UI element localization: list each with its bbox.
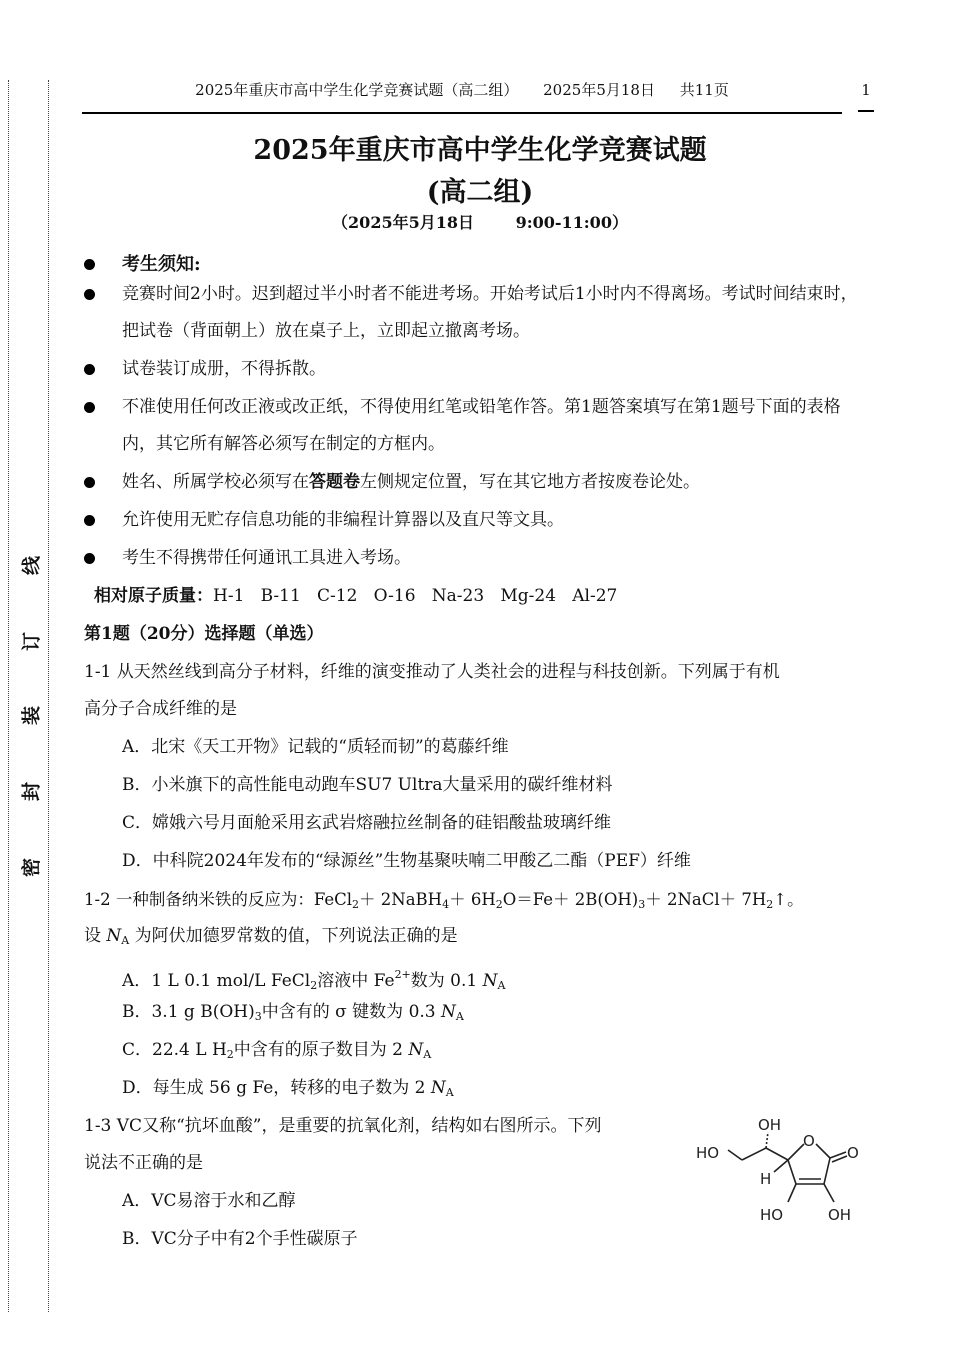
atomic-mass: Mg-24 <box>500 586 557 606</box>
avogadro-symbol: N <box>441 1002 456 1022</box>
atomic-mass: H-1 <box>213 586 245 606</box>
notice-item-text: 允许使用无贮存信息功能的非编程计算器以及直尺等文具。 <box>122 510 564 530</box>
atomic-mass: O-16 <box>373 586 416 606</box>
bond-line <box>788 1160 796 1184</box>
superscript: 2+ <box>394 968 411 981</box>
notice-item-text: 不准使用任何改正液或改正纸，不得使用红笔或铅笔作答。第1题答案填写在第1题号下面的表格内，其它所有解答必须写在制定的方框内。 <box>122 397 841 454</box>
atomic-masses-label: 相对原子质量： <box>94 586 213 606</box>
q1-1-option-d: D．中科院2024年发布的“绿源丝”生物基聚呋喃二甲酸乙二酯（PEF）纤维 <box>122 851 691 871</box>
binding-margin-line <box>48 80 49 1312</box>
label-carbonyl-oxygen: O <box>847 1144 859 1162</box>
page-number: 1 <box>858 78 874 112</box>
bullet-icon <box>84 402 95 413</box>
q1-2-option-b <box>122 994 922 1035</box>
notice-item <box>82 540 882 577</box>
q1-3-stem-cont: 说法不正确的是 <box>84 1153 203 1173</box>
notice-item <box>82 464 882 501</box>
subscript: A <box>121 934 130 947</box>
q1-2-stem-text: O＝Fe＋ 2B(OH) <box>502 890 639 909</box>
q1-2-text: 设 <box>84 926 101 946</box>
bullet-icon <box>84 477 95 488</box>
label-h: H <box>760 1170 772 1188</box>
notice-item-prefix: 姓名、所属学校必须写在 <box>122 472 309 492</box>
atomic-mass: Al-27 <box>572 586 618 606</box>
option-text: B．3.1 g B(OH) <box>122 1002 255 1022</box>
q1-1-option-b: B．小米旗下的高性能电动跑车SU7 Ultra大量采用的碳纤维材料 <box>122 775 613 795</box>
atomic-mass: B-11 <box>260 586 301 606</box>
q1-3-option-a: A．VC易溶于水和乙醇 <box>122 1191 296 1211</box>
atomic-masses <box>94 578 894 615</box>
subscript: 3 <box>254 1010 262 1023</box>
answer-sheet-term: 答题卷 <box>309 472 360 492</box>
q1-2-stem-text: ＋ 2NaCl＋ 7H <box>645 890 767 909</box>
avogadro-symbol: N <box>482 971 498 991</box>
q1-1-stem: 1-1 从天然丝线到高分子材料，纤维的演变推动了人类社会的进程与科技创新。下列属于有机 <box>84 662 780 682</box>
q1-2-stem-text: ＋ 6H <box>449 890 496 909</box>
q1-3-stem: 1-3 VC又称“抗坏血酸”，是重要的抗氧化剂，结构如右图所示。下列 <box>84 1116 602 1136</box>
q1-2-stem-cont <box>84 918 884 959</box>
notice-heading: 考生须知: <box>122 254 201 275</box>
subscript: 2 <box>766 898 774 911</box>
label-ho-left: HO <box>696 1144 720 1162</box>
subscript: 4 <box>442 898 450 911</box>
q1-2-stem-text: ＋ 2NaBH <box>359 890 443 909</box>
option-text: 中含有的原子数目为 2 <box>233 1040 404 1060</box>
exam-datetime <box>80 210 880 233</box>
bond-line <box>766 1148 788 1160</box>
notice-item <box>82 276 872 350</box>
avogadro-symbol: N <box>408 1040 424 1060</box>
notice-item <box>82 502 882 539</box>
atomic-mass: C-12 <box>317 586 358 606</box>
q1-3-option-b: B．VC分子中有2个手性碳原子 <box>122 1229 358 1249</box>
subscript: 2 <box>310 979 318 992</box>
subscript: A <box>445 1086 454 1099</box>
bullet-icon <box>84 364 95 375</box>
binding-char: 订 <box>20 632 43 652</box>
bond-line <box>774 1160 788 1172</box>
bond-line <box>824 1158 830 1184</box>
label-oh-top: OH <box>758 1116 782 1134</box>
bullet-icon <box>84 515 95 526</box>
option-text: 溶液中 Fe <box>317 971 395 991</box>
q1-2-stem-text: 1-2 一种制备纳米铁的反应为：FeCl <box>84 890 353 909</box>
header-exam-name: 2025年重庆市高中学生化学竞赛试题（高二组） <box>195 81 519 99</box>
notice-item-suffix: 左侧规定位置，写在其它地方者按废卷论处。 <box>360 472 700 492</box>
q1-2-option-d <box>122 1070 922 1111</box>
notice-item-text: 试卷装订成册，不得拆散。 <box>122 359 326 379</box>
bond-line <box>728 1150 742 1160</box>
subscript: 3 <box>638 898 646 911</box>
q1-1-stem-cont: 高分子合成纤维的是 <box>84 699 237 719</box>
header-page-count: 共11页 <box>679 81 729 99</box>
avogadro-symbol: N <box>106 926 122 946</box>
notice-item-text: 考生不得携带任何通讯工具进入考场。 <box>122 548 411 568</box>
avogadro-symbol: N <box>430 1078 446 1098</box>
exam-group: (高二组) <box>426 177 534 208</box>
bond-line <box>816 1144 830 1158</box>
option-text: 中含有的 σ 键数为 0.3 <box>261 1002 436 1022</box>
binding-margin-outer-line <box>8 80 9 1312</box>
bullet-icon <box>84 553 95 564</box>
bond-line <box>788 1144 804 1160</box>
subscript: 2 <box>352 898 360 911</box>
vitamin-c-structure <box>690 1112 875 1227</box>
binding-char: 封 <box>20 782 43 802</box>
q1-1-option-a: A．北宋《天工开物》记载的“质轻而韧”的葛藤纤维 <box>122 737 509 757</box>
bullet-icon <box>84 289 95 300</box>
option-text: D．每生成 56 g Fe，转移的电子数为 2 <box>122 1078 426 1098</box>
exam-date: （2025年5月18日 <box>332 213 474 232</box>
bond-line <box>824 1184 834 1202</box>
running-header <box>82 78 842 114</box>
q1-1-option-c: C．嫦娥六号月面舱采用玄武岩熔融拉丝制备的硅铝酸盐玻璃纤维 <box>122 813 612 833</box>
notice-item-text: 竞赛时间2小时。迟到超过半小时者不能进考场。开始考试后1小时内不得离场。考试时间结束时，把试卷（背面朝上）放在桌子上，立即起立撤离考场。 <box>122 284 858 341</box>
notice-item <box>82 389 872 463</box>
section-title: 第1题（20分）选择题（单选） <box>84 624 324 644</box>
bullet-icon <box>84 259 95 270</box>
subscript: 2 <box>495 898 503 911</box>
bond-line <box>766 1132 768 1148</box>
header-date: 2025年5月18日 <box>543 81 655 99</box>
option-text: C．22.4 L H <box>122 1040 227 1060</box>
subscript: 2 <box>226 1048 234 1061</box>
subscript: A <box>497 979 506 992</box>
atomic-mass: Na-23 <box>431 586 485 606</box>
exam-time: 9:00-11:00） <box>515 213 628 232</box>
label-ring-oxygen: O <box>803 1132 815 1150</box>
binding-char: 线 <box>20 556 43 576</box>
q1-2-stem-text: ↑。 <box>773 890 804 909</box>
q1-2-stem <box>84 881 884 923</box>
q1-2-option-c <box>122 1032 922 1073</box>
label-ho-bottom: HO <box>760 1206 784 1224</box>
option-text: A．1 L 0.1 mol/L FeCl <box>122 971 311 991</box>
notice-item-text <box>122 464 882 501</box>
page-title: 2025年重庆市高中学生化学竞赛试题 <box>253 135 707 166</box>
label-oh-bottom: OH <box>828 1206 852 1224</box>
subscript: A <box>423 1048 432 1061</box>
subscript: A <box>455 1010 464 1023</box>
option-text: 数为 0.1 <box>410 971 478 991</box>
bond-line <box>742 1148 766 1160</box>
notice-item <box>82 351 882 388</box>
binding-char: 密 <box>20 858 43 878</box>
q1-2-text: 为阿伏加德罗常数的值，下列说法正确的是 <box>134 926 458 946</box>
bond-line <box>788 1184 796 1202</box>
binding-char: 装 <box>20 706 43 726</box>
